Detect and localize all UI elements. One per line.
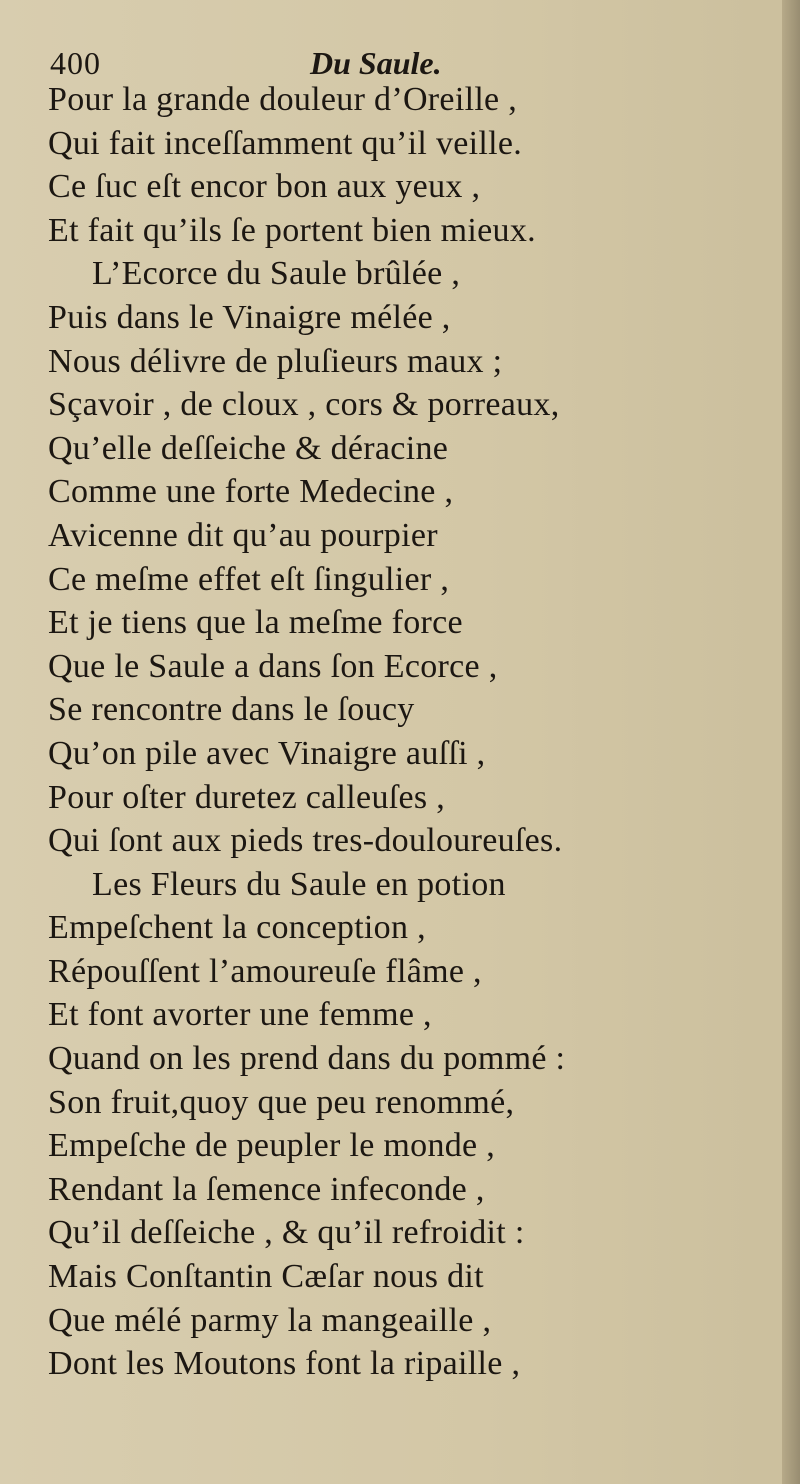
verse-line: Comme une forte Medecine , [48, 473, 454, 511]
running-head: Du Saule. [310, 45, 442, 81]
verse-line: Qui ſont aux pieds tres-douloureuſes. [48, 822, 563, 860]
verse-line: Mais Conſtantin Cæſar nous dit [48, 1258, 484, 1296]
page-number: 400 [50, 45, 101, 81]
verse-line: Répouſſent l’amoureuſe flâme , [48, 952, 482, 990]
verse-line: Son fruit,quoy que peu renommé, [48, 1083, 515, 1121]
verse-line: Empeſchent la conception , [48, 909, 426, 947]
verse-line: Puis dans le Vinaigre mélée , [48, 298, 451, 336]
verse-line: Se rencontre dans le ſoucy [48, 691, 415, 729]
verse-block [48, 78, 748, 1386]
verse-line: Que mélé parmy la mangeaille , [48, 1301, 492, 1339]
verse-line: Et fait qu’ils ſe portent bien mieux. [48, 211, 536, 249]
verse-line: Qu’il deſſeiche , & qu’il refroidit : [48, 1214, 525, 1252]
verse-line: Avicenne dit qu’au pourpier [48, 516, 438, 554]
verse-line: Ce meſme effet eſt ſingulier , [48, 560, 450, 598]
verse-line: Rendant la ſemence infeconde , [48, 1170, 485, 1208]
verse-line: Et je tiens que la meſme force [48, 604, 463, 642]
verse-line: Sçavoir , de cloux , cors & porreaux, [48, 386, 560, 424]
verse-line: Pour oſter duretez calleuſes , [48, 778, 446, 816]
verse-line: Qui fait inceſſamment qu’il veille. [48, 124, 523, 162]
verse-line: Dont les Moutons font la ripaille , [48, 1345, 521, 1383]
verse-line: Que le Saule a dans ſon Ecorce , [48, 647, 498, 685]
verse-line: Qu’elle deſſeiche & déracine [48, 429, 449, 467]
verse-line: Ce ſuc eſt encor bon aux yeux , [48, 168, 481, 206]
verse-line: Quand on les prend dans du pommé : [48, 1040, 566, 1078]
verse-line: L’Ecorce du Saule brûlée , [92, 255, 461, 293]
verse-line: Les Fleurs du Saule en potion [92, 865, 506, 903]
verse-line: Nous délivre de pluſieurs maux ; [48, 342, 503, 380]
verse-line: Pour la grande douleur d’Oreille , [48, 81, 518, 118]
verse-line: Empeſche de peupler le monde , [48, 1127, 496, 1165]
verse-line: Et font avorter une femme , [48, 996, 432, 1034]
verse-line: Qu’on pile avec Vinaigre auſſi , [48, 734, 486, 772]
